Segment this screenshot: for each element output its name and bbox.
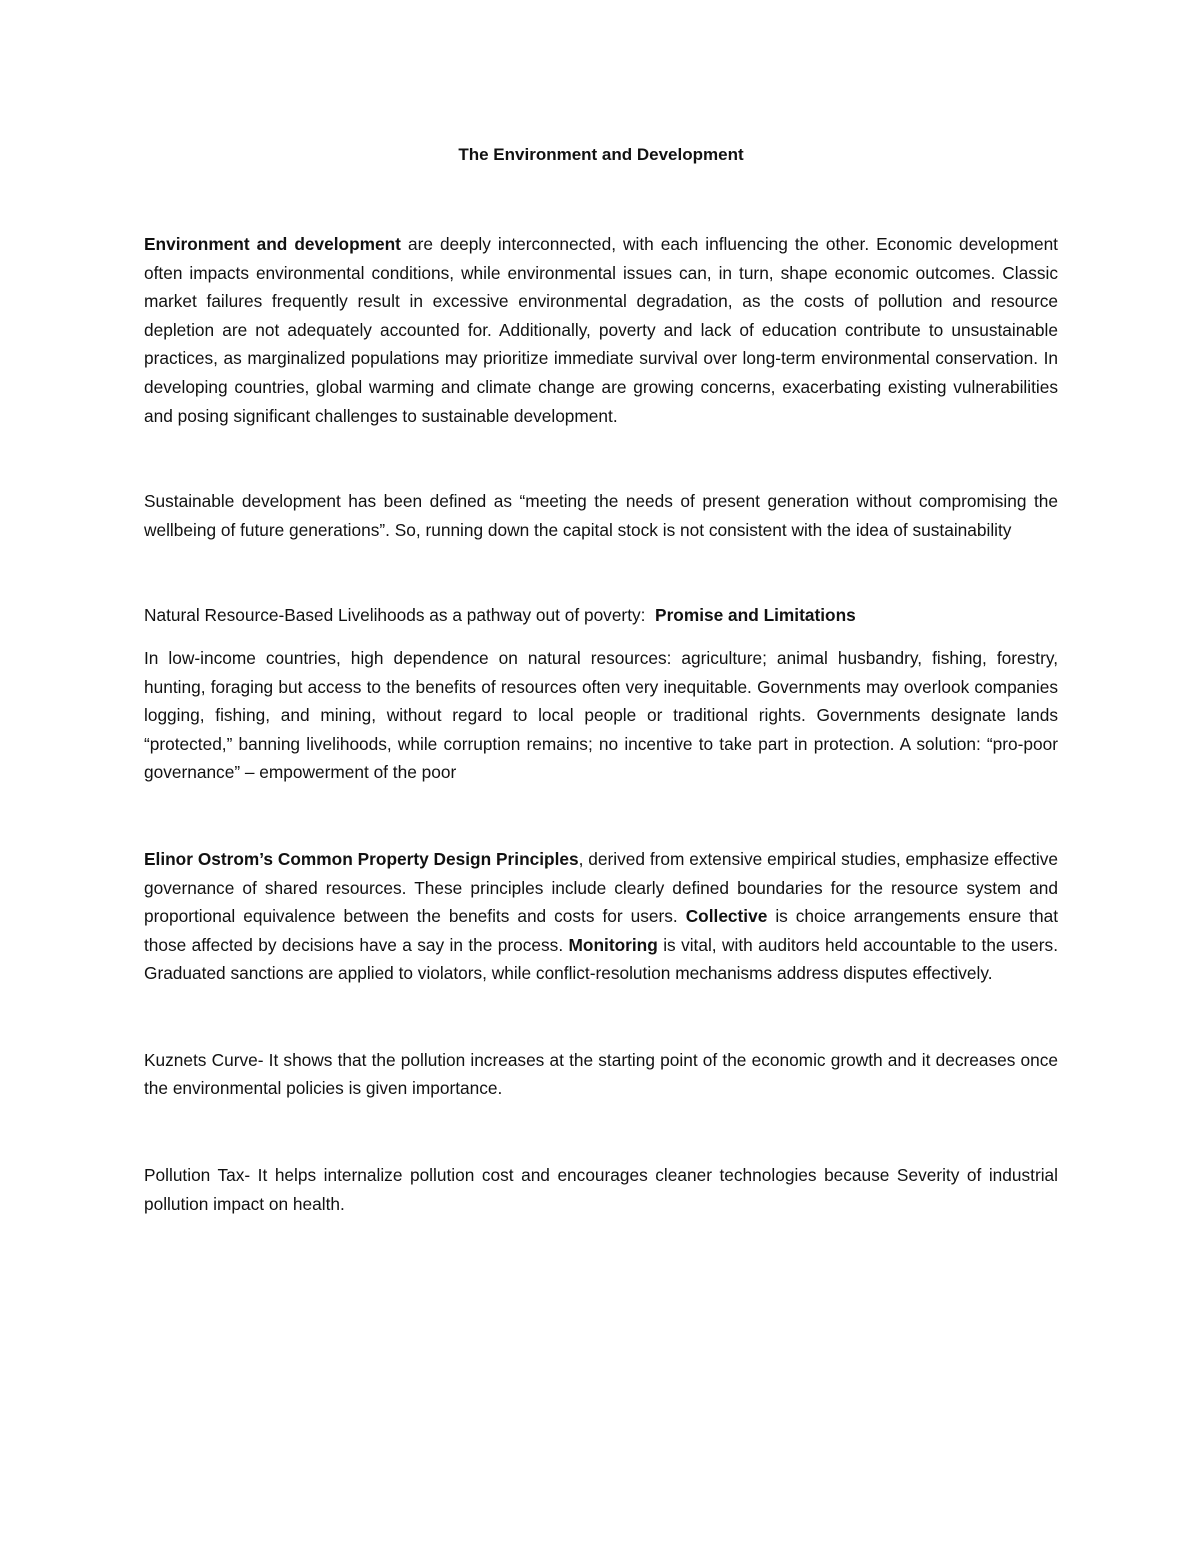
natural-resources-paragraph: In low-income countries, high dependence on natural resources: agriculture; animal husbandry, fishing, forestry, hunting, foraging but access to the benefits of resources often very inequitable. Governments may overlook companies logging, fishing, and mining, without regard to local people or traditional rights. Governments designate lands “protected,” banning livelihoods, while corruption remains; no incentive to take part in protection. A solution: “pro-poor governance” – empowerment of the poor [144, 647, 1058, 783]
intro-text: are deeply interconnected, with each influencing the other. Economic development often impacts environmental conditions, while environmental issues can, in turn, shape economic outcomes. Classic market failures frequently result in excessive environmental degradation, as the costs of pollution and resource depletion are not adequately accounted for. Additionally, poverty and lack of education contribute to unsustainable practices, as marginalized populations may prioritize immediate survival over long-term environmental conservation. In developing countries, global warming and climate change are growing concerns, exacerbating existing vulnerabilities and posing significant challenges to sustainable development. [144, 234, 1058, 426]
ostrom-lead-bold: Elinor Ostrom’s Common Property Design Principles [144, 848, 579, 869]
ostrom-monitoring-bold: Monitoring [568, 934, 658, 955]
sustainable-development-paragraph: Sustainable development has been defined as “meeting the needs of present generation without compromising the wellbeing of future generations”. So, running down the capital stock is not consistent with the idea of sustainability [144, 491, 1058, 540]
intro-lead-bold: Environment and development [144, 234, 401, 254]
ostrom-text-2: is choice arrangements ensure that those affected by decisions have a say in the process. [144, 906, 1058, 955]
ostrom-principles-paragraph [144, 845, 1058, 988]
ostrom-text-1: , derived from extensive empirical studies, emphasize effective governance of shared resources. These principles include clearly defined boundaries for the resource system and proportional equivalence between the benefits and costs for users. [144, 848, 1058, 927]
intro-paragraph [144, 230, 1058, 430]
natural-resources-heading [144, 601, 1058, 630]
document-title: The Environment and Development [458, 145, 744, 164]
ostrom-collective-bold: Collective [685, 906, 768, 927]
natural-resources-heading-text: Natural Resource-Based Livelihoods as a pathway out of poverty: [144, 605, 656, 626]
ostrom-text-3: is vital, with auditors held accountable to the users. Graduated sanctions are applied to violators, while conflict-resolution mechanisms address disputes effectively. [144, 934, 1058, 984]
natural-resources-heading-bold: Promise and Limitations [655, 605, 856, 626]
kuznets-curve-paragraph: Kuznets Curve- It shows that the pollution increases at the starting point of the economic growth and it decreases once the environmental policies is given importance. [144, 1049, 1058, 1099]
pollution-tax-paragraph: Pollution Tax- It helps internalize pollution cost and encourages cleaner technologies because Severity of industrial pollution impact on health. [144, 1165, 1058, 1214]
document-body [144, 141, 1058, 1218]
